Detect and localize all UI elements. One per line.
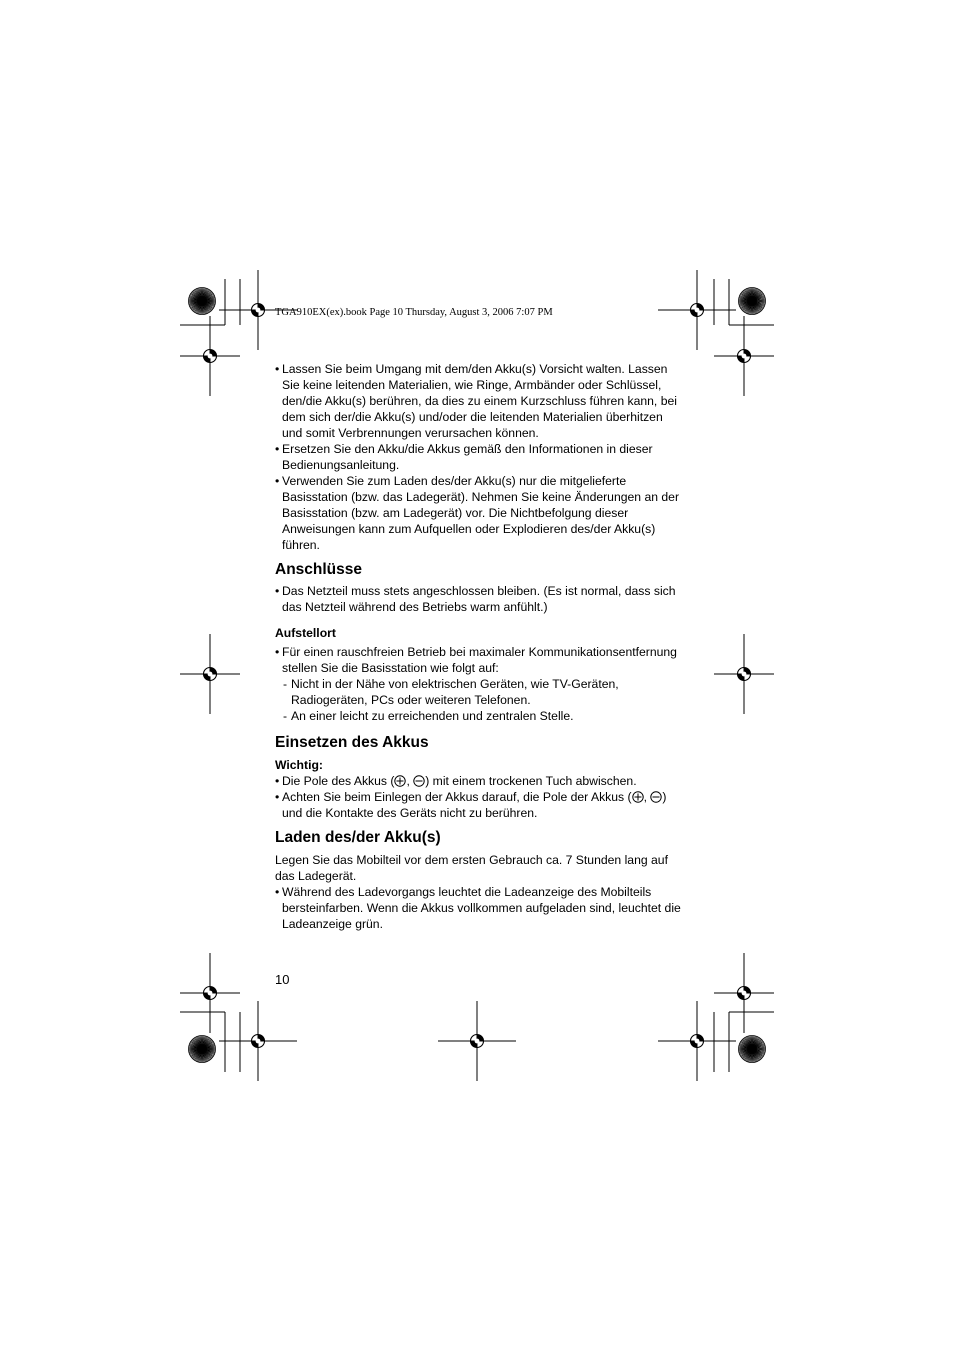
battery-handling-list	[275, 361, 685, 553]
sub-list-item: - An einer leicht zu erreichenden und zentralen Stelle.	[275, 708, 685, 724]
starburst-mark-top-left	[189, 288, 216, 315]
registration-mark	[738, 668, 751, 681]
text-segment: Die Pole des Akkus (	[282, 774, 395, 788]
heading-einsetzen: Einsetzen des Akkus	[275, 734, 429, 751]
heading-aufstellort: Aufstellort	[275, 626, 336, 640]
plus-pole-icon	[394, 775, 406, 787]
registration-mark	[204, 987, 217, 1000]
print-header: TGA910EX(ex).book Page 10 Thursday, August 3, 2006 7:07 PM	[275, 307, 553, 318]
starburst-mark-top-right	[739, 288, 766, 315]
registration-mark	[204, 350, 217, 363]
registration-mark	[471, 1035, 484, 1048]
text-segment: Achten Sie beim Einlegen der Akkus darauf, die Pole der Akkus (	[282, 790, 632, 804]
list-item: • Das Netzteil muss stets angeschlossen bleiben. (Es ist normal, dass sich das Netzteil während des Betriebs warm anfühlt.)	[275, 583, 685, 615]
starburst-mark-bottom-left	[189, 1036, 216, 1063]
registration-mark	[204, 668, 217, 681]
heading-laden: Laden des/der Akku(s)	[275, 829, 441, 846]
registration-mark	[738, 350, 751, 363]
registration-mark	[691, 304, 704, 317]
registration-mark	[738, 987, 751, 1000]
list-item: • Während des Ladevorgangs leuchtet die Ladeanzeige des Mobilteils bersteinfarben. Wenn die Akkus vollkommen aufgeladen sind, leuchtet die Ladeanzeige grün.	[275, 884, 685, 932]
page-content	[275, 361, 685, 932]
text-segment: ,	[643, 790, 651, 804]
text-segment: ) mit einem trockenen Tuch abwischen.	[425, 774, 637, 788]
starburst-mark-bottom-right	[739, 1036, 766, 1063]
page-number: 10	[275, 972, 290, 987]
paragraph: Legen Sie das Mobilteil vor dem ersten Gebrauch ca. 7 Stunden lang auf das Ladegerät.	[275, 853, 668, 883]
list-item: • Ersetzen Sie den Akku/die Akkus gemäß den Informationen in dieser Bedienungsanleitung.	[275, 441, 685, 473]
plus-pole-icon	[632, 791, 644, 803]
registration-mark	[691, 1035, 704, 1048]
heading-wichtig: Wichtig:	[275, 758, 323, 772]
list-item	[275, 789, 685, 821]
heading-anschluesse: Anschlüsse	[275, 561, 363, 578]
list-item: • Lassen Sie beim Umgang mit dem/den Akku(s) Vorsicht walten. Lassen Sie keine leitenden Materialien, wie Ringe, Armbänder oder Schlüssel, den/die Akku(s) berühren, da dies zu einem Kurzschluss führen kann, bei dem sich der/die Akku(s) und/oder die leitenden Materialien überhitzen und somit Verbrennungen verursachen können.	[275, 361, 685, 441]
minus-pole-icon	[413, 775, 425, 787]
registration-mark	[252, 304, 265, 317]
minus-pole-icon	[650, 791, 662, 803]
sub-list-item: - Nicht in der Nähe von elektrischen Geräten, wie TV-Geräten, Radiogeräten, PCs oder weiteren Telefonen.	[275, 676, 685, 708]
list-item: • Für einen rauschfreien Betrieb bei maximaler Kommunikationsentfernung stellen Sie die Basisstation wie folgt auf:	[275, 644, 685, 676]
text-segment: ,	[406, 774, 414, 788]
registration-mark	[252, 1035, 265, 1048]
list-item	[275, 773, 685, 789]
text-segment: ) und die Kontakte des Geräts nicht zu berühren.	[282, 790, 667, 820]
list-item: • Verwenden Sie zum Laden des/der Akku(s) nur die mitgelieferte Basisstation (bzw. das Ladegerät). Nehmen Sie keine Änderungen an der Basisstation (bzw. am Ladegerät) vor. Die Nichtbefolgung dieser Anweisungen kann zum Aufquellen oder Explodieren des/der Akku(s) führen.	[275, 473, 685, 553]
